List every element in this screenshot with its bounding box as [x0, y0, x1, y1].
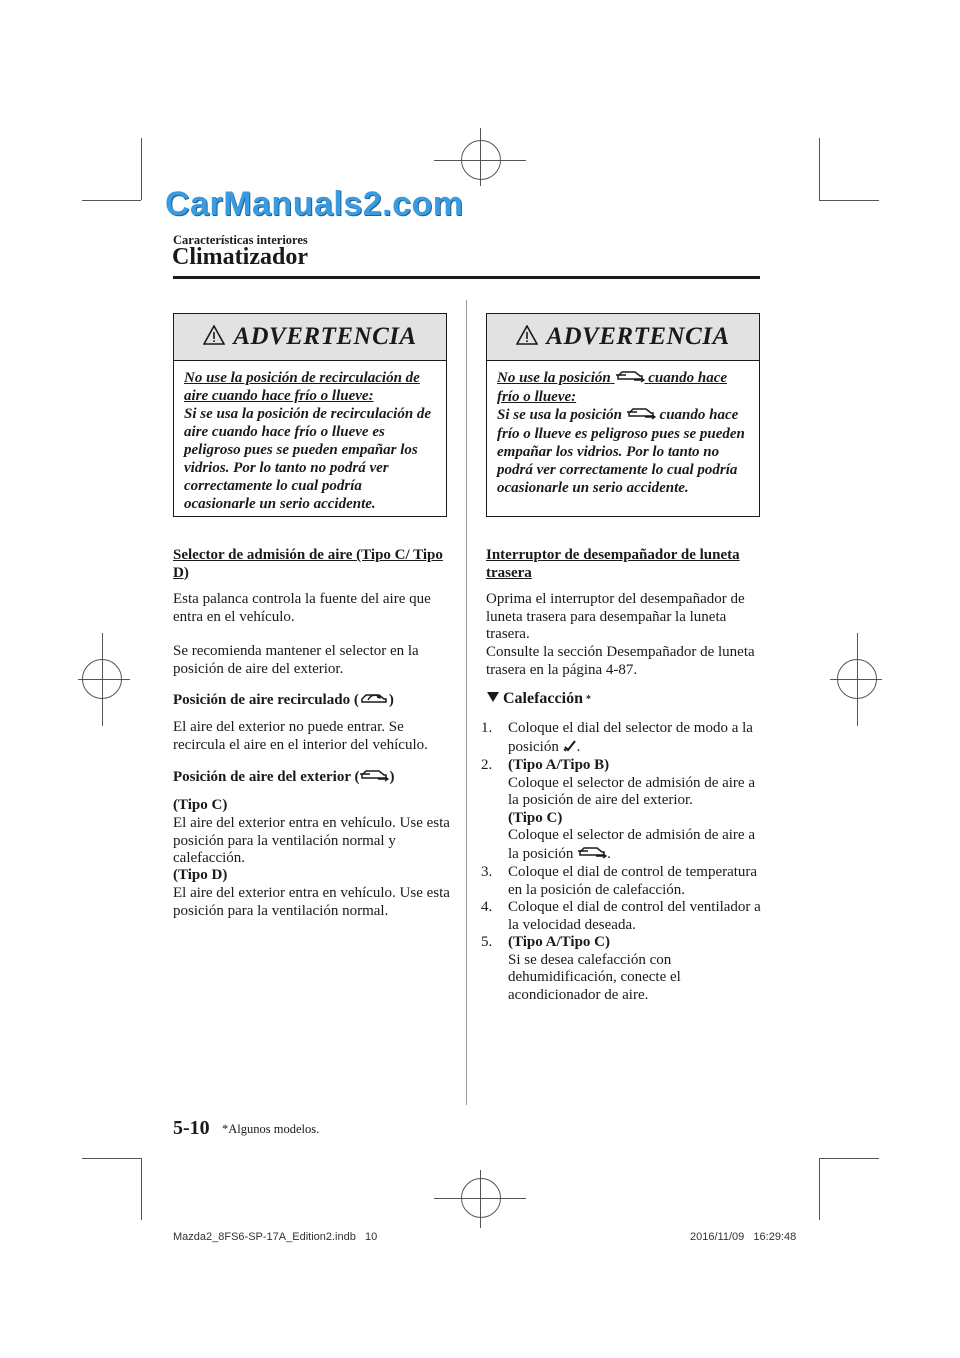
type-label: (Tipo D)	[173, 867, 228, 883]
warning-title: ADVERTENCIA	[233, 323, 417, 350]
warning-text: Si se usa la posición de recirculación de aire cuando hace frío o llueve es peligroso pues se pueden empañar los vidrios. Por lo tanto no podrá ver correctamente lo cual podría ocasionarle un serio accidente.	[184, 406, 432, 512]
watermark-logo: CarManuals2.com	[165, 185, 464, 223]
paragraph: El aire del exterior entra en vehículo. Use esta posición para la ventilación normal.	[173, 885, 450, 919]
page-number: 5-10	[173, 1117, 210, 1139]
step-text: Coloque el dial del selector de modo a la posición	[508, 720, 753, 755]
paragraph: Consulte la sección Desempañador de luneta trasera en la página 4-87.	[486, 644, 755, 678]
warning-text-part: cuando hace frío o llueve es peligroso pues se pueden empañar los vidrios. Por lo tanto no podrá ver correctamente lo cual podría ocasionarle un serio accidente.	[497, 407, 745, 497]
type-label: (Tipo C)	[173, 797, 228, 813]
floor-mode-icon	[563, 738, 577, 758]
warning-lead-part: cuando hace frío o llueve:	[497, 370, 728, 406]
outside-air-icon	[626, 406, 656, 425]
section-heading-air-intake: Selector de admisión de aire (Tipo C/ Tipo D)	[173, 547, 443, 581]
step-text: Si se desea calefacción con dehumidificación, conecte el acondicionador de aire.	[508, 951, 681, 1003]
step-text: Coloque el dial de control del ventilador a la velocidad deseada.	[508, 899, 761, 933]
step-number: 5.	[481, 934, 493, 950]
page-title: Climatizador	[172, 244, 308, 270]
paragraph: El aire del exterior entra en vehículo. Use esta posición para la ventilación normal y calefacción.	[173, 815, 450, 866]
heating-heading	[486, 690, 591, 708]
label-text: )	[389, 769, 395, 786]
recirculated-air-label	[173, 690, 458, 712]
paragraph: El aire del exterior no puede entrar. Se recircula el aire en el interior del vehículo.	[173, 719, 428, 753]
heating-steps	[481, 720, 766, 1004]
step-text: Coloque el selector de admisión de aire a la posición de aire del exterior.	[508, 774, 755, 808]
step-text: Coloque el dial de control de temperatura en la posición de calefacción.	[508, 864, 758, 898]
print-timestamp: 2016/11/09 16:29:48	[690, 1231, 797, 1243]
section-label: Características interiores	[173, 233, 308, 247]
label-text: Posición de aire del exterior (	[173, 769, 360, 786]
paragraph: Oprima el interruptor del desempañador de luneta trasera para desempañar la luneta trasera.	[486, 591, 745, 642]
step-number: 2.	[481, 757, 493, 773]
asterisk-mark: *	[585, 693, 591, 705]
warning-lead: No use la posición de recirculación de aire cuando hace frío o llueve:	[184, 370, 420, 404]
warning-triangle-icon	[203, 325, 225, 350]
warning-header	[174, 314, 446, 361]
title-rule	[173, 276, 760, 279]
warning-lead	[497, 369, 749, 406]
step-text-part: .	[607, 845, 611, 862]
paragraph: Esta palanca controla la fuente del aire que entra en el vehículo.	[173, 591, 431, 625]
label-text: )	[388, 692, 394, 709]
step-number: 1.	[481, 720, 493, 736]
column-divider	[466, 300, 467, 1105]
outside-air-icon	[359, 768, 389, 788]
heading-text: Calefacción	[503, 690, 583, 707]
type-label: (Tipo C)	[508, 809, 563, 826]
label-text: Posición de aire recirculado (	[173, 692, 359, 709]
warning-box-right	[486, 313, 760, 517]
step-text-part: Coloque el selector de admisión de aire a la posición	[508, 827, 755, 862]
outside-air-icon	[577, 845, 607, 865]
step-number: 4.	[481, 899, 493, 915]
list-item	[481, 934, 766, 1004]
outside-air-label	[173, 768, 458, 788]
recirculate-air-icon	[359, 690, 389, 712]
file-name: Mazda2_8FS6-SP-17A_Edition2.indb 10	[173, 1231, 378, 1243]
section-heading-rear-defroster: Interruptor de desempañador de luneta trasera	[486, 547, 740, 581]
warning-title: ADVERTENCIA	[546, 323, 730, 350]
warning-box-left	[173, 313, 447, 517]
list-item	[481, 757, 766, 864]
triangle-bullet-icon	[486, 690, 500, 708]
outside-air-icon	[615, 369, 645, 388]
list-item	[481, 899, 766, 934]
step-number: 3.	[481, 864, 493, 880]
type-label: (Tipo A/Tipo C)	[508, 934, 610, 950]
warning-triangle-icon	[516, 325, 538, 350]
warning-text	[497, 406, 749, 497]
step-text: .	[576, 738, 581, 755]
warning-header	[487, 314, 759, 361]
warning-lead-part: No use la posición	[497, 370, 611, 386]
warning-text-part: Si se usa la posición	[497, 407, 623, 424]
type-label: (Tipo A/Tipo B)	[508, 757, 610, 773]
list-item	[481, 864, 766, 899]
list-item	[481, 720, 766, 757]
footnote: *Algunos modelos.	[222, 1122, 320, 1136]
paragraph: Se recomienda mantener el selector en la posición de aire del exterior.	[173, 643, 419, 677]
step-text	[508, 827, 766, 864]
